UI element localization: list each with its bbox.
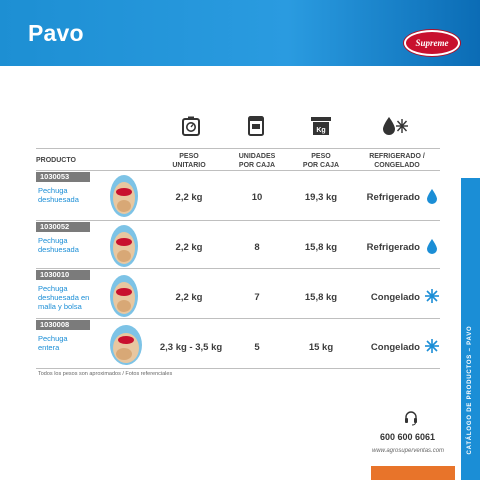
product-name-line: Pechuga xyxy=(38,284,68,293)
column-header-label: POR CAJA xyxy=(302,162,340,169)
product-name-line: Pechuga xyxy=(38,334,68,343)
unit-weight: 2,2 kg xyxy=(175,242,203,253)
units-per-box: 8 xyxy=(254,242,260,253)
unit-weight: 2,3 kg - 3,5 kg xyxy=(159,342,223,353)
table-header-divider xyxy=(36,170,440,171)
column-header-label: REFRIGERADO / xyxy=(369,153,425,160)
turkey-breast-image xyxy=(108,272,140,323)
weight-kg-icon xyxy=(310,116,332,141)
product-code: 1030008 xyxy=(36,320,90,330)
unit-weight: 2,2 kg xyxy=(175,292,203,303)
row-divider xyxy=(36,318,440,319)
units-per-box: 10 xyxy=(251,192,263,203)
table-top-divider xyxy=(36,148,440,149)
contact-website[interactable]: www.agrosuperventas.com xyxy=(372,448,445,454)
units-per-box: 7 xyxy=(254,292,260,303)
water-drop-icon xyxy=(426,188,438,209)
whole-turkey-breast-image xyxy=(108,322,144,371)
refrigerated-frozen-icon xyxy=(382,116,408,141)
units-per-box: 5 xyxy=(254,342,260,353)
product-code: 1030010 xyxy=(36,270,90,280)
box-weight: 15,8 kg xyxy=(304,242,338,253)
column-header-product xyxy=(36,156,76,165)
box-units-icon xyxy=(248,116,264,141)
water-drop-icon xyxy=(426,238,438,259)
product-name xyxy=(38,334,108,352)
product-name-line: malla y bolsa xyxy=(38,302,82,311)
brand-logo-text: Supreme xyxy=(415,38,449,48)
kg-icon-label: Kg xyxy=(316,127,326,134)
turkey-breast-image xyxy=(108,222,140,273)
storage-type: Congelado xyxy=(370,292,420,303)
product-name-line: Pechuga xyxy=(38,236,68,245)
product-name-line: Pechuga xyxy=(38,186,68,195)
headset-icon xyxy=(404,410,418,431)
column-header-label: PESO xyxy=(311,153,331,160)
product-name xyxy=(38,186,108,204)
box-weight: 19,3 kg xyxy=(304,192,338,203)
footnote: Todos los pesos son aproximados / Fotos referenciales xyxy=(38,371,173,377)
product-name xyxy=(38,236,108,254)
turkey-breast-image xyxy=(108,172,140,223)
unit-weight: 2,2 kg xyxy=(175,192,203,203)
contact-phone: 600 600 6061 xyxy=(380,432,436,442)
column-header-storage xyxy=(362,152,432,170)
storage-type: Congelado xyxy=(370,342,420,353)
storage-type: Refrigerado xyxy=(366,192,420,203)
storage-type: Refrigerado xyxy=(366,242,420,253)
scale-icon xyxy=(182,116,200,141)
box-weight: 15,8 kg xyxy=(304,292,338,303)
table-bottom-divider xyxy=(36,368,440,369)
page-header xyxy=(0,0,480,66)
product-name-line: entera xyxy=(38,343,60,352)
product-code: 1030052 xyxy=(36,222,90,232)
product-name xyxy=(38,284,108,311)
column-header-label: CONGELADO xyxy=(374,162,420,169)
column-header-units-per-box xyxy=(232,152,282,170)
row-divider xyxy=(36,220,440,221)
accent-bar xyxy=(371,466,455,480)
column-header-box-weight xyxy=(296,152,346,170)
column-header-label: UNITARIO xyxy=(172,162,206,169)
column-header-label: UNIDADES xyxy=(238,153,276,160)
column-header-product-label: PRODUCTO xyxy=(36,157,76,164)
catalog-sidebar-text: CATÁLOGO DE PRODUCTOS – PAVO xyxy=(467,325,473,455)
snowflake-icon xyxy=(424,338,440,359)
column-header-unit-weight xyxy=(164,152,214,170)
product-code: 1030053 xyxy=(36,172,90,182)
row-divider xyxy=(36,268,440,269)
product-name-line: deshuesada en xyxy=(38,293,90,302)
column-header-label: PESO xyxy=(179,153,199,160)
brand-logo xyxy=(404,30,460,56)
product-name-line: deshuesada xyxy=(38,195,79,204)
page-title: Pavo xyxy=(28,20,84,46)
snowflake-icon xyxy=(424,288,440,309)
product-name-line: deshuesada xyxy=(38,245,79,254)
column-header-label: POR CAJA xyxy=(238,162,276,169)
box-weight: 15 kg xyxy=(308,342,334,353)
